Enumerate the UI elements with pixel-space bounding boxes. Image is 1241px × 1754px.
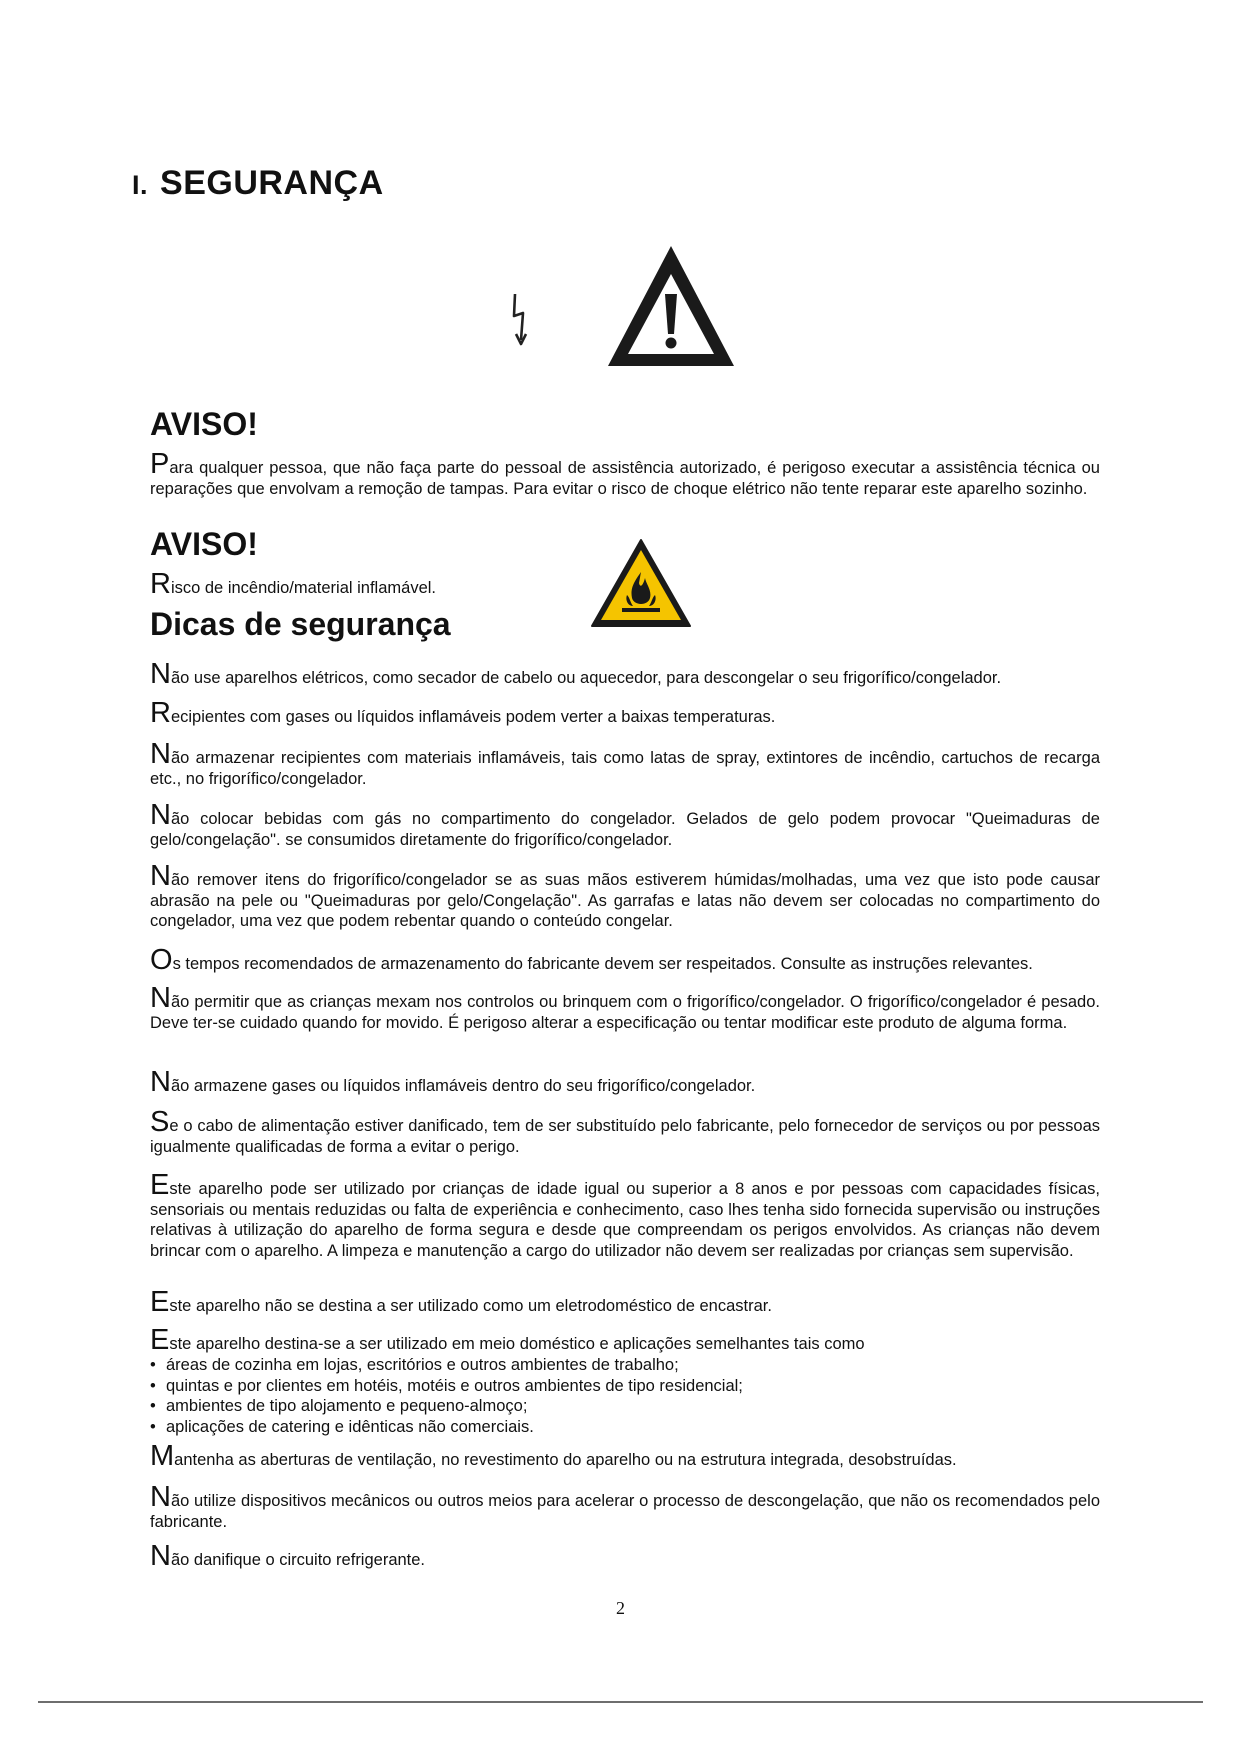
electric-shock-icon [505,290,535,352]
section-title-text: SEGURANÇA [160,164,384,202]
tip-5: Não remover itens do frigorífico/congelador se as suas mãos estiverem húmidas/molhadas, uma vez que isto pode causar abrasão na pele ou "Queimaduras por gelo/Congelação". As garrafas e latas não devem ser colocadas no compartimento do congelador, uma vez que podem rebentar quando o conteúdo congelar. [150,860,1100,930]
tip-3: Não armazenar recipientes com materiais inflamáveis, tais como latas de spray, extintores de incêndio, cartuchos de recarga etc., no frigorífico/congelador. [150,738,1100,788]
list-item: • ambientes de tipo alojamento e pequeno-almoço; [150,1396,1100,1417]
list-item: • aplicações de catering e idênticas não comerciais. [150,1417,1100,1438]
tip-11: Este aparelho não se destina a ser utilizado como um eletrodoméstico de encastrar. [150,1286,772,1318]
usage-bullet-list [150,1355,1100,1437]
tip-14: Não utilize dispositivos mecânicos ou outros meios para acelerar o processo de descongelação, que não os recomendados pelo fabricante. [150,1481,1100,1531]
tip-2: Recipientes com gases ou líquidos inflamáveis podem verter a baixas temperaturas. [150,697,776,729]
tip-9: Se o cabo de alimentação estiver danificado, tem de ser substituído pelo fabricante, pelo fornecedor de serviços ou por pessoas igualmente qualificadas de forma a evitar o perigo. [150,1106,1100,1156]
section-number: I. [132,170,149,200]
tip-15: Não danifique o circuito refrigerante. [150,1540,426,1572]
flammable-warning-icon [588,536,694,630]
tip-6: Os tempos recomendados de armazenamento do fabricante devem ser respeitados. Consulte as instruções relevantes. [150,944,1033,976]
warning-title-2: AVISO! [150,526,258,562]
warning-title-1: AVISO! [150,406,258,442]
page-number: 2 [616,1598,625,1618]
warning-text-1: Para qualquer pessoa, que não faça parte do pessoal de assistência autorizado, é perigoso executar a assistência técnica ou reparações que envolvam a remoção de tampas. Para evitar o risco de choque elétrico não tente reparar este aparelho sozinho. [150,448,1100,498]
tip-8: Não armazene gases ou líquidos inflamáveis dentro do seu frigorífico/congelador. [150,1066,756,1098]
tips-title: Dicas de segurança [150,606,451,642]
tip-4: Não colocar bebidas com gás no compartimento do congelador. Gelados de gelo podem provocar "Queimaduras de gelo/congelação". se consumidos diretamente do frigorífico/congelador. [150,799,1100,849]
tip-10: Este aparelho pode ser utilizado por crianças de idade igual ou superior a 8 anos e por pessoas com capacidades físicas, sensoriais ou mentais reduzidas ou falta de experiência e conhecimento, caso lhes tenha sido fornecida supervisão ou instruções relativas à utilização do aparelho de forma segura e desde que compreendam os perigos envolvidos. As crianças não devem brincar com o aparelho. A limpeza e manutenção a cargo do utilizador não devem ser realizadas por crianças sem supervisão. [150,1169,1100,1260]
tip-7: Não permitir que as crianças mexam nos controlos ou brinquem com o frigorífico/congelador. O frigorífico/congelador é pesado. Deve ter-se cuidado quando for movido. É perigoso alterar a especificação ou tentar modificar este produto de alguma forma. [150,982,1100,1032]
list-item: • quintas e por clientes em hotéis, motéis e outros ambientes de tipo residencial; [150,1376,1100,1397]
tip-1: Não use aparelhos elétricos, como secador de cabelo ou aquecedor, para descongelar o seu frigorífico/congelador. [150,658,1002,690]
tip-13: Mantenha as aberturas de ventilação, no revestimento do aparelho ou na estrutura integrada, desobstruídas. [150,1440,957,1472]
warning-triangle-icon [604,242,738,372]
tip-12: Este aparelho destina-se a ser utilizado em meio doméstico e aplicações semelhantes tais como [150,1324,865,1356]
warning-text-2: Risco de incêndio/material inflamável. [150,568,437,600]
section-title [132,164,384,203]
footer-divider [38,1701,1203,1703]
list-item: • áreas de cozinha em lojas, escritórios e outros ambientes de trabalho; [150,1355,1100,1376]
